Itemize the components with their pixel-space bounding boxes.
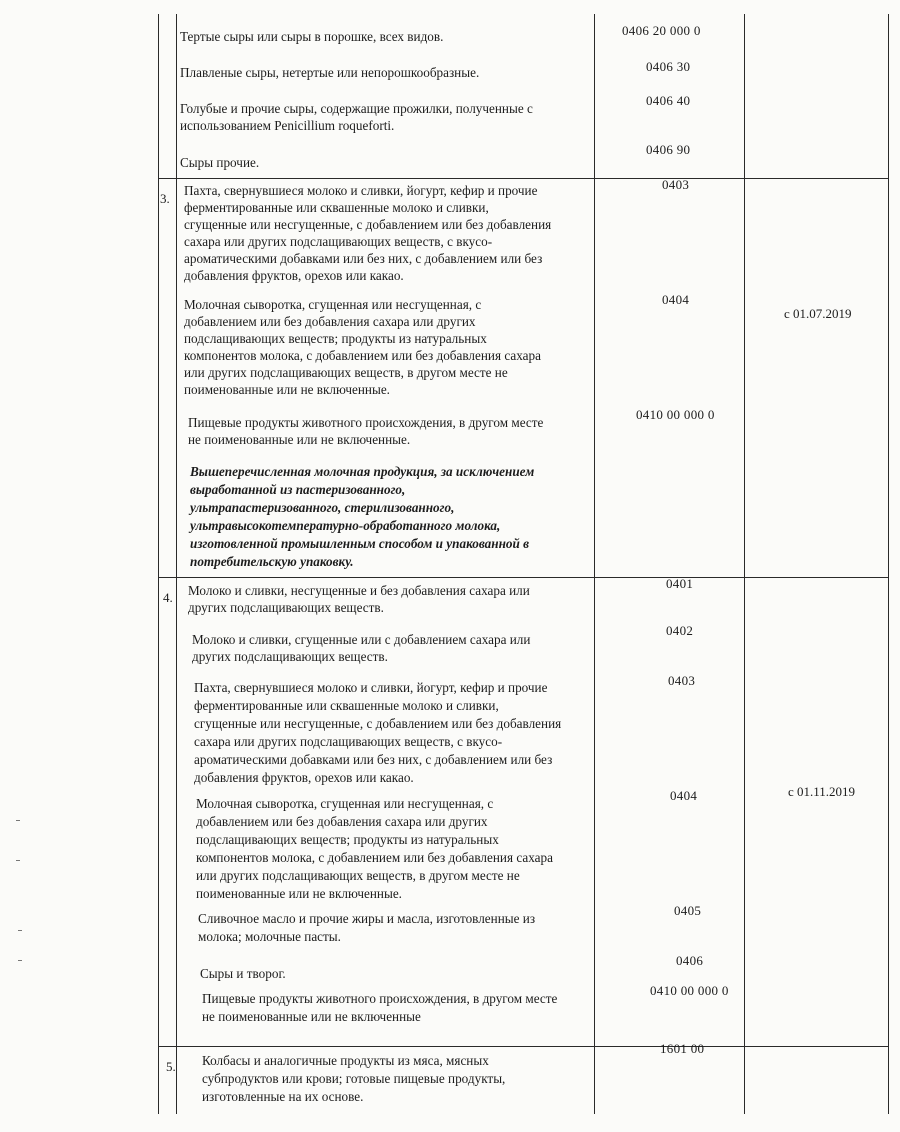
tnved-code: 0403 <box>668 673 696 688</box>
product-description: ферментированные или сквашенные молоко и сливки, <box>194 698 499 713</box>
product-description: компонентов молока, с добавлением или без добавления сахара <box>196 850 553 865</box>
product-description: других подслащивающих веществ. <box>192 649 388 664</box>
product-description: изготовленные на их основе. <box>202 1089 364 1104</box>
table-border-right <box>888 14 889 1114</box>
exception-note: Вышеперечисленная молочная продукция, за исключением <box>190 464 535 479</box>
product-description: подслащивающих веществ; продукты из натуральных <box>184 331 487 346</box>
tnved-code: 0410 00 000 0 <box>650 983 729 998</box>
product-description: Тертые сыры или сыры в порошке, всех видов. <box>180 29 444 44</box>
product-description: компонентов молока, с добавлением или без добавления сахара <box>184 348 541 363</box>
product-description: подслащивающих веществ; продукты из натуральных <box>196 832 499 847</box>
tnved-code: 0405 <box>674 903 702 918</box>
tnved-code: 0406 20 000 0 <box>622 23 701 38</box>
exception-note: ультрапастеризованного, стерилизованного, <box>190 500 455 515</box>
effective-date: с 01.07.2019 <box>784 306 852 321</box>
product-description: ферментированные или сквашенные молоко и сливки, <box>184 200 489 215</box>
effective-date: с 01.11.2019 <box>788 784 856 799</box>
product-description: ароматическими добавками или без них, с добавлением или без <box>194 752 553 767</box>
product-description: Сыры и творог. <box>200 966 286 981</box>
tnved-code: 0410 00 000 0 <box>636 407 715 422</box>
tnved-code: 0403 <box>662 177 690 192</box>
product-description: Сливочное масло и прочие жиры и масла, изготовленные из <box>198 911 536 926</box>
product-description: Колбасы и аналогичные продукты из мяса, мясных <box>202 1053 489 1068</box>
product-description: Молочная сыворотка, сгущенная или несгущенная, с <box>196 796 494 811</box>
product-description: Голубые и прочие сыры, содержащие прожилки, полученные с <box>180 101 533 116</box>
product-description: не поименованные или не включенные. <box>188 432 411 447</box>
product-description: сгущенные или несгущенные, с добавлением или без добавления <box>184 217 552 232</box>
product-description: Пахта, свернувшиеся молоко и сливки, йогурт, кефир и прочие <box>194 680 548 695</box>
row-number: 4. <box>163 590 173 605</box>
product-description: поименованные или не включенные. <box>196 886 402 901</box>
product-description: или других подслащивающих веществ, в другом месте не <box>196 868 520 883</box>
row-number: 5. <box>166 1059 176 1074</box>
product-description: сахара или других подслащивающих веществ, с вкусо- <box>184 234 493 249</box>
exception-note: изготовленной промышленным способом и упакованной в <box>190 536 530 551</box>
exception-note: потребительскую упаковку. <box>190 554 354 569</box>
row-number: 3. <box>160 191 170 206</box>
column-divider-number <box>176 14 177 1114</box>
tnved-code: 0406 90 <box>646 142 691 157</box>
column-divider-name <box>594 14 595 1114</box>
product-description: других подслащивающих веществ. <box>188 600 384 615</box>
table-border-left <box>158 14 159 1114</box>
product-description: ароматическими добавками или без них, с добавлением или без <box>184 251 543 266</box>
tnved-code: 0402 <box>666 623 694 638</box>
row-separator <box>158 1046 889 1047</box>
product-description: добавления фруктов, орехов или какао. <box>184 268 404 283</box>
product-description: Плавленые сыры, нетертые или непорошкообразные. <box>180 65 480 80</box>
tnved-code: 1601 00 <box>660 1041 705 1056</box>
tnved-code: 0404 <box>670 788 698 803</box>
product-description: Пищевые продукты животного происхождения, в другом месте <box>188 415 544 430</box>
column-divider-code <box>744 14 745 1114</box>
exception-note: ультравысокотемпературно-обработанного молока, <box>190 518 501 533</box>
product-description: добавления фруктов, орехов или какао. <box>194 770 414 785</box>
product-description: добавлением или без добавления сахара или других <box>184 314 476 329</box>
product-description: сгущенные или несгущенные, с добавлением или без добавления <box>194 716 562 731</box>
product-description: сахара или других подслащивающих веществ, с вкусо- <box>194 734 503 749</box>
product-description: Молоко и сливки, несгущенные и без добавления сахара или <box>188 583 530 598</box>
product-description: Пахта, свернувшиеся молоко и сливки, йогурт, кефир и прочие <box>184 183 538 198</box>
tnved-code: 0406 <box>676 953 704 968</box>
tnved-code: 0401 <box>666 576 694 591</box>
tnved-code: 0406 30 <box>646 59 691 74</box>
product-description: Молоко и сливки, сгущенные или с добавлением сахара или <box>192 632 531 647</box>
product-description: Молочная сыворотка, сгущенная или несгущенная, с <box>184 297 482 312</box>
row-separator <box>158 577 889 578</box>
product-description: добавлением или без добавления сахара или других <box>196 814 488 829</box>
tnved-code: 0406 40 <box>646 93 691 108</box>
product-description: не поименованные или не включенные <box>202 1009 421 1024</box>
product-description: молока; молочные пасты. <box>198 929 341 944</box>
exception-note: выработанной из пастеризованного, <box>190 482 406 497</box>
product-description: поименованные или не включенные. <box>184 382 390 397</box>
product-description: использованием Penicillium roqueforti. <box>180 118 395 133</box>
product-description: Пищевые продукты животного происхождения, в другом месте <box>202 991 558 1006</box>
tnved-code: 0404 <box>662 292 690 307</box>
product-description: Сыры прочие. <box>180 155 260 170</box>
product-description: или других подслащивающих веществ, в другом месте не <box>184 365 508 380</box>
product-description: субпродуктов или крови; готовые пищевые продукты, <box>202 1071 506 1086</box>
row-separator <box>158 178 889 179</box>
